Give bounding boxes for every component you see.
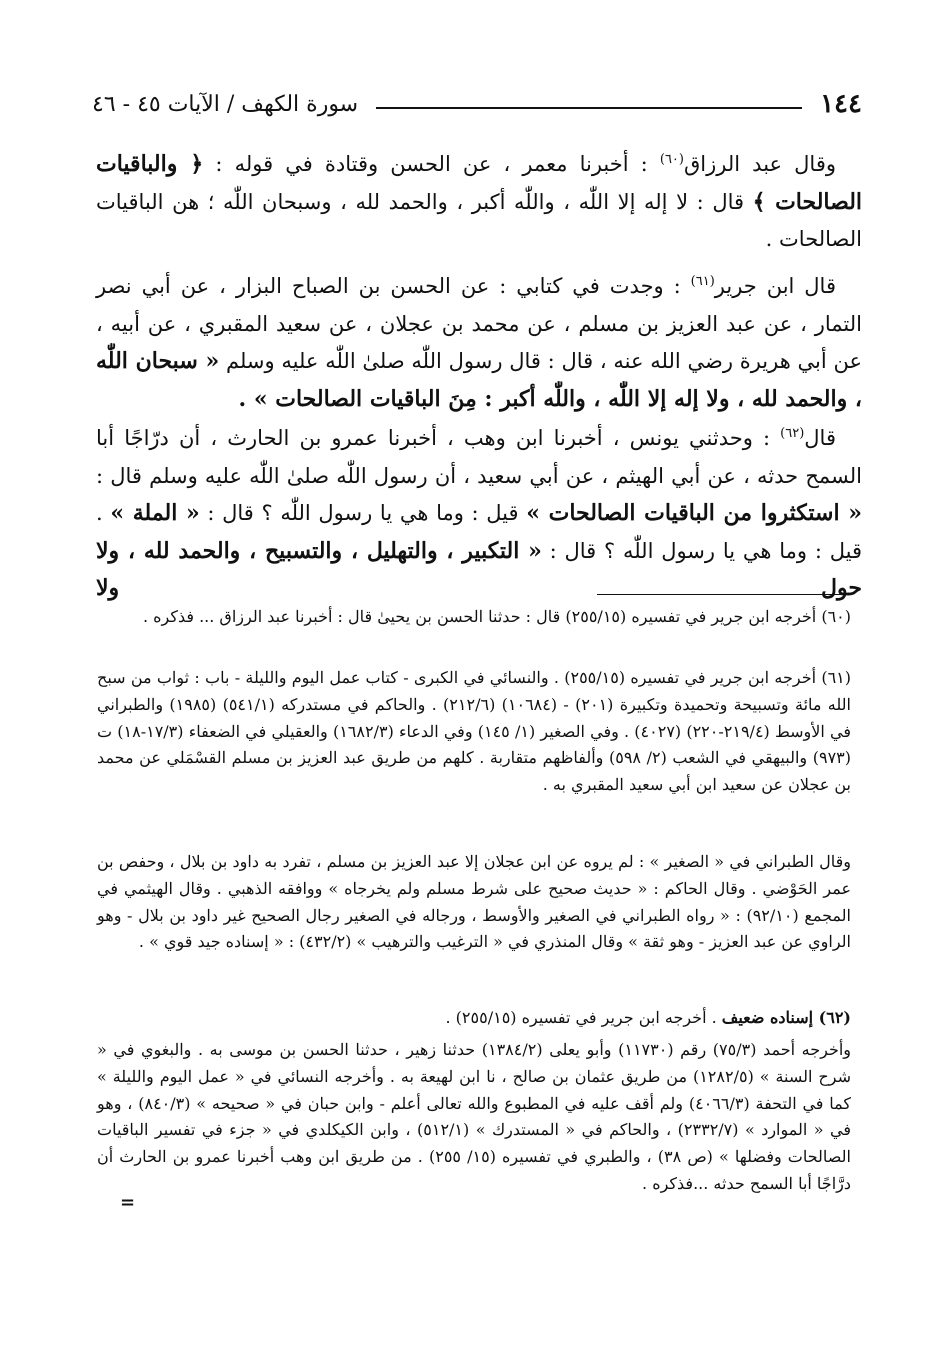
running-title: سورة الكهف / الآيات ٤٥ - ٤٦ — [92, 91, 359, 117]
footnote-separator — [597, 594, 850, 595]
hadith-text: « الملة » — [110, 500, 200, 526]
grading-label: (٦٢) إسناده ضعيف — [721, 1008, 851, 1027]
hadith-text: « التكبير ، والتهليل ، والتسبيح ، والحمد لله ، ولا حول ولا — [96, 537, 862, 601]
footnote-ref-61: (٦١) — [690, 274, 715, 289]
paragraph-2: قال ابن جرير$^{(٦١)}$ : وجدت في كتابي : عن الحسن بن الصباح البزار ، عن أبي نصر التمار ، عن عبد العزيز بن مسلم ، عن محمد بن عجلان ، عن سعيد المقبري ، عن أبيه ، عن أبي هريرة رضي الله عنه ، قال : قال رسول اللّٰه صلىٰ اللّٰه عليه وسلم « سبحان اللّٰه ، والحمد لله ، ولا إله إلا اللّٰه ، واللّٰه أكبر : مِنَ الباقيات الصالحات » . — [96, 274, 862, 412]
quran-quote: ﴿ والباقيات الصالحات ﴾ — [96, 151, 863, 215]
continuation-mark: = — [120, 1192, 136, 1213]
footnote-ref-62: (٦٢) — [780, 426, 805, 441]
footnote-62: (٦٢) إسناده ضعيف . أخرجه ابن جرير في تفسيره (٢٥٥/١٥) . — [445, 1008, 851, 1027]
hadith-text: « سبحان اللّٰه ، والحمد لله ، ولا إله إلا اللّٰه ، واللّٰه أكبر : مِنَ الباقيات الصالحات » . — [96, 348, 862, 412]
footnote-ref-60: (٦٠) — [659, 152, 684, 167]
footnote-62-sources: وأخرجه أحمد (٧٥/٣) رقم (١١٧٣٠) وأبو يعلى (١٣٨٤/٢) حدثنا زهير ، حدثنا الحسن بن موسى به . والبغوي في « شرح السنة » (١٢٨٢/٥) من طريق عثمان بن صالح ، نا ابن لهيعة به . وأخرجه النسائي في « عمل اليوم والليلة » كما في التحفة (٤٠٦٦/٣) ولم أقف عليه في المطبوع والله تعالى أعلم - وابن حبان في « صحيحه » (٨٤٠/٣) ، وهو في « الموارد » (٢٣٣٢/٧) ، والحاكم في « المستدرك » (٥١٢/١) ، وابن الكيكلدي في « جزء في تفسير الباقيات الصالحات وفضلها » (ص ٣٨) ، والطبري في تفسيره (١٥/ ٢٥٥) . من طريق ابن وهب أخبرنا عمرو بن الحارث أن درَّاجًا أبا السمح حدثه ...فذكره . — [97, 1040, 852, 1193]
footnote-61: (٦١) أخرجه ابن جرير في تفسيره (٢٥٥/١٥) . والنسائي في الكبرى - كتاب عمل اليوم والليلة - باب : ثواب من سبح الله مائة وتسبيحة وتحميدة وتكبيرة (٢٠١) - (١٠٦٨٤) (٢١٢/٦) . والحاكم في مستدركه (٥٤١/١) (١٩٨٥) والطبراني في الأوسط (٢١٩/٤-٢٢٠) (٤٠٢٧) . وفي الصغير (١/ ١٤٥) وفي الدعاء (١٦٨٢/٣) والعقيلي في الضعفاء (١٧/٣-١٨) ت (٩٧٣) والبيهقي في الشعب (٢/ ٥٩٨) وألفاظهم متقاربة . كلهم من طريق عبد العزيز بن مسلم القسْمَلي عن محمد بن عجلان عن سعيد ابن أبي سعيد المقبري به . — [97, 668, 852, 795]
paragraph-3: قال$^{(٦٢)}$ : وحدثني يونس ، أخبرنا ابن وهب ، أخبرنا عمرو بن الحارث ، أن درّاجًا أبا السمح حدثه ، عن أبي الهيثم ، عن أبي سعيد ، أن رسول اللّٰه صلىٰ اللّٰه عليه وسلم قال : « استكثروا من الباقيات الصالحات » قيل : وما هي يا رسول اللّٰه ؟ قال : « الملة » . قيل : وما هي يا رسول اللّٰه ؟ قال : « التكبير ، والتهليل ، والتسبيح ، والحمد لله ، ولا حول ولا — [96, 426, 862, 601]
page-header — [92, 86, 862, 122]
header-rule — [376, 107, 802, 109]
paragraph-1: وقال عبد الرزاق$^{(٦٠)}$ : أخبرنا معمر ، عن الحسن وقتادة في قوله : ﴿ والباقيات الصالحات ﴾ قال : لا إله إلا اللّٰه ، واللّٰه أكبر ، والحمد لله ، وسبحان اللّٰه ؛ هن الباقيات الصالحات . — [96, 151, 863, 251]
hadith-text: « استكثروا من الباقيات الصالحات » — [526, 500, 862, 526]
footnote-61-note: وقال الطبراني في « الصغير » : لم يروه عن ابن عجلان إلا عبد العزيز بن مسلم ، تفرد به داود بن بلال ، وحفص بن عمر الحَوْضي . وقال الحاكم : « حديث صحيح على شرط مسلم ولم يخرجاه » ووافقه الذهبي . وقال الهيثمي في المجمع (٩٢/١٠) : « رواه الطبراني في الصغير والأوسط ، ورجاله في الصغير رجال الصحيح غير داود بن بلال - وهو الراوي عن عبد العزيز - وهو ثقة » وقال المنذري في « الترغيب والترهيب » (٤٣٢/٢) : « إسناده جيد قوي » . — [97, 852, 852, 952]
footnote-60: (٦٠) أخرجه ابن جرير في تفسيره (٢٥٥/١٥) قال : حدثنا الحسن بن يحيىٰ قال : أخبرنا عبد الرزاق ... فذكره . — [142, 607, 851, 626]
page-number: ١٤٤ — [820, 89, 862, 119]
